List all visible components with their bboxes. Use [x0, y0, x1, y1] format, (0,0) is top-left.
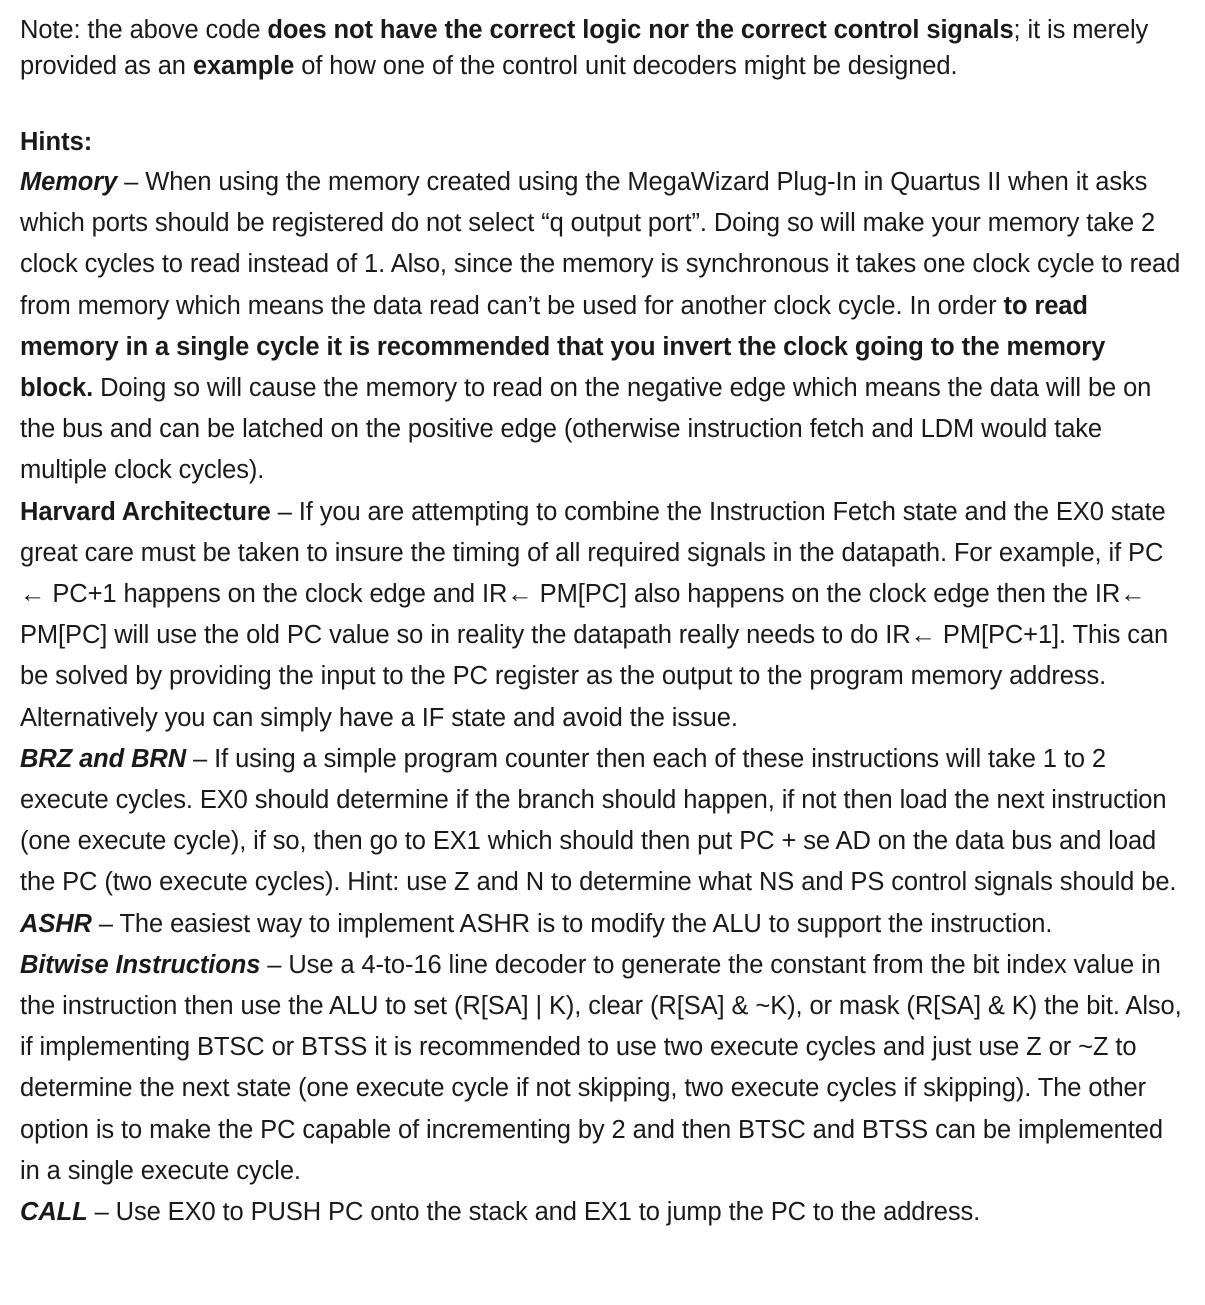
hint-brz-text: – If using a simple program counter then each of these instructions will take 1 to 2 execute cycles. EX0 should determine if the branch should happen, if not then load the next instruction (one execute cycle), if so, then go to EX1 which should then put PC + se AD on the data bus and load the PC (two execute cycles). Hint: use Z and N to determine what NS and PS control signals should be. — [20, 744, 1177, 897]
hint-call-text: – Use EX0 to PUSH PC onto the stack and EX1 to jump the PC to the address. — [87, 1198, 981, 1227]
hint-bitwise-term: Bitwise Instructions — [20, 950, 261, 979]
note-text-2: ; it is merely provided as an — [20, 16, 1149, 80]
hint-ashr-term: ASHR — [20, 909, 92, 938]
hint-memory — [20, 162, 1185, 492]
hint-bitwise-text: – Use a 4-to-16 line decoder to generate the constant from the bit index value in the instruction then use the ALU to set (R[SA] | K), clear (R[SA] & ~K), or mask (R[SA] & K) the bit. Also, if implementing BTSC or BTSS it is recommended to use two execute cycles and just use Z or ~Z to determine the next state (one execute cycle if not skipping, two execute cycles if skipping). The other option is to make the PC capable of incrementing by 2 and then BTSC and BTSS can be implemented in a single execute cycle. — [20, 950, 1182, 1185]
note-text-1: Note: the above code — [20, 16, 268, 44]
hints-heading: Hints: — [20, 128, 93, 156]
hint-ashr — [20, 904, 1185, 945]
note-text-3: of how one of the control unit decoders might be designed. — [294, 52, 958, 80]
note-bold-1: does not have the correct logic nor the correct control signals — [267, 16, 1014, 44]
hint-ashr-text: – The easiest way to implement ASHR is to modify the ALU to support the instruction. — [91, 909, 1053, 938]
hint-bitwise — [20, 945, 1185, 1192]
hint-call-term: CALL — [20, 1198, 88, 1227]
hint-brz-brn — [20, 739, 1185, 904]
hint-call — [20, 1192, 1185, 1233]
paragraph-gap — [20, 84, 1185, 124]
hint-harvard — [20, 492, 1185, 739]
hint-harvard-term: Harvard Architecture — [20, 497, 271, 526]
hint-memory-term: Memory — [20, 168, 118, 196]
hint-brz-term: BRZ and BRN — [20, 744, 187, 773]
hints-body — [20, 162, 1185, 1233]
note-bold-2: example — [192, 52, 295, 80]
hint-memory-text-1: – When using the memory created using the MegaWizard Plug-In in Quartus II when it asks which ports should be registered do not select “q output port”. Doing so will make your memory take 2 clock cycles to read instead of 1. Also, since the memory is synchronous it takes one clock cycle to read from memory which means the data read can’t be used for another clock cycle. In order — [20, 168, 1181, 320]
note-paragraph — [20, 12, 1185, 84]
hint-memory-text-2: Doing so will cause the memory to read on the negative edge which means the data will be on the bus and can be latched on the positive edge (otherwise instruction fetch and LDM would take multiple clock cycles). — [20, 374, 1152, 485]
hint-memory-bold: to read memory in a single cycle it is recommended that you invert the clock going to the memory block. — [20, 291, 1106, 403]
hint-harvard-text: – If you are attempting to combine the Instruction Fetch state and the EX0 state great care must be taken to insure the timing of all required signals in the datapath. For example, if PC ← PC+1 happens on the clock edge and IR← PM[PC] also happens on the clock edge then the IR← PM[PC] will use the old PC value so in reality the datapath really needs to do IR← PM[PC+1]. This can be solved by providing the input to the PC register as the output to the program memory address. Alternatively you can simply have a IF state and avoid the issue. — [20, 497, 1169, 732]
